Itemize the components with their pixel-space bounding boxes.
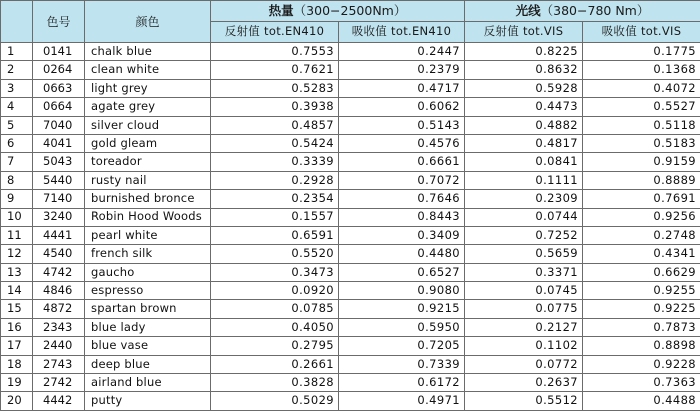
heat-absorbance-cell: 0.7205 (339, 337, 465, 355)
light-reflectance-cell: 0.0744 (465, 208, 583, 226)
table-row (1, 392, 700, 411)
table-row (1, 318, 700, 336)
light-absorbance-cell: 0.4341 (583, 245, 700, 263)
row-index-cell: 8 (1, 171, 33, 189)
table-row (1, 79, 700, 97)
color-code-cell: 4872 (33, 300, 85, 318)
heat-absorbance-cell: 0.5143 (339, 116, 465, 134)
light-reflectance-cell: 0.4817 (465, 134, 583, 152)
color-code-cell: 4742 (33, 263, 85, 281)
light-absorbance-cell: 0.8889 (583, 171, 700, 189)
heat-reflectance-cell: 0.5424 (211, 134, 339, 152)
table-row (1, 282, 700, 300)
table-row (1, 263, 700, 281)
header-row-1 (1, 1, 700, 22)
heat-absorbance-cell: 0.2447 (339, 43, 465, 61)
color-name-cell: rusty nail (85, 171, 211, 189)
heat-reflectance-cell: 0.2928 (211, 171, 339, 189)
color-name-cell: putty (85, 392, 211, 411)
row-index-cell: 11 (1, 226, 33, 244)
heat-group-header (211, 1, 465, 22)
light-reflectance-cell: 0.1111 (465, 171, 583, 189)
table-row (1, 355, 700, 373)
heat-absorbance-cell: 0.6172 (339, 374, 465, 392)
light-reflectance-cell: 0.0745 (465, 282, 583, 300)
table-row (1, 98, 700, 116)
light-reflectance-cell: 0.0772 (465, 355, 583, 373)
heat-absorbance-cell: 0.5950 (339, 318, 465, 336)
color-code-cell: 7040 (33, 116, 85, 134)
light-reflectance-cell: 0.2127 (465, 318, 583, 336)
row-index-cell: 18 (1, 355, 33, 373)
color-code-cell: 2343 (33, 318, 85, 336)
light-reflect-header: 反射值 tot.VIS (465, 22, 583, 43)
color-name-cell: toreador (85, 153, 211, 171)
row-index-cell: 2 (1, 61, 33, 79)
heat-absorbance-cell: 0.6062 (339, 98, 465, 116)
heat-absorbance-cell: 0.6661 (339, 153, 465, 171)
color-name-cell: agate grey (85, 98, 211, 116)
row-index-cell: 3 (1, 79, 33, 97)
heat-reflectance-cell: 0.2661 (211, 355, 339, 373)
row-index-cell: 16 (1, 318, 33, 336)
light-absorbance-cell: 0.7691 (583, 190, 700, 208)
light-group-range: （380−780 Nm） (540, 2, 650, 18)
heat-reflectance-cell: 0.3473 (211, 263, 339, 281)
heat-absorbance-cell: 0.7646 (339, 190, 465, 208)
color-code-cell: 4540 (33, 245, 85, 263)
heat-reflectance-cell: 0.7621 (211, 61, 339, 79)
light-absorbance-cell: 0.1368 (583, 61, 700, 79)
light-absorbance-cell: 0.4072 (583, 79, 700, 97)
light-absorbance-cell: 0.9255 (583, 282, 700, 300)
light-absorbance-cell: 0.5118 (583, 116, 700, 134)
heat-reflectance-cell: 0.2795 (211, 337, 339, 355)
table-row (1, 374, 700, 392)
light-absorbance-cell: 0.7873 (583, 318, 700, 336)
table-row (1, 116, 700, 134)
table-row (1, 61, 700, 79)
table-row (1, 226, 700, 244)
table-row (1, 208, 700, 226)
heat-reflectance-cell: 0.5283 (211, 79, 339, 97)
color-code-cell: 5440 (33, 171, 85, 189)
table-body (1, 43, 700, 411)
table-row (1, 300, 700, 318)
heat-reflectance-cell: 0.4857 (211, 116, 339, 134)
light-absorbance-cell: 0.9159 (583, 153, 700, 171)
heat-reflectance-cell: 0.3828 (211, 374, 339, 392)
color-name-cell: gold gleam (85, 134, 211, 152)
color-name-cell: clean white (85, 61, 211, 79)
color-code-cell: 2440 (33, 337, 85, 355)
code-header: 色号 (33, 1, 85, 43)
color-code-cell: 5043 (33, 153, 85, 171)
row-index-cell: 10 (1, 208, 33, 226)
light-absorb-header: 吸收值 tot.VIS (583, 22, 700, 43)
light-reflectance-cell: 0.4473 (465, 98, 583, 116)
heat-reflectance-cell: 0.1557 (211, 208, 339, 226)
row-index-cell: 20 (1, 392, 33, 411)
table-row (1, 171, 700, 189)
heat-reflectance-cell: 0.7553 (211, 43, 339, 61)
color-code-cell: 4041 (33, 134, 85, 152)
heat-reflectance-cell: 0.2354 (211, 190, 339, 208)
row-index-cell: 6 (1, 134, 33, 152)
light-reflectance-cell: 0.2309 (465, 190, 583, 208)
heat-reflect-header: 反射值 tot.EN410 (211, 22, 339, 43)
heat-reflectance-cell: 0.0920 (211, 282, 339, 300)
heat-absorbance-cell: 0.9080 (339, 282, 465, 300)
heat-reflectance-cell: 0.0785 (211, 300, 339, 318)
table-row (1, 190, 700, 208)
color-name-cell: chalk blue (85, 43, 211, 61)
heat-absorbance-cell: 0.4971 (339, 392, 465, 411)
color-name-cell: spartan brown (85, 300, 211, 318)
table-row (1, 43, 700, 61)
row-index-cell: 14 (1, 282, 33, 300)
table-row (1, 153, 700, 171)
color-code-cell: 2742 (33, 374, 85, 392)
color-name-cell: french silk (85, 245, 211, 263)
heat-reflectance-cell: 0.5520 (211, 245, 339, 263)
heat-reflectance-cell: 0.3938 (211, 98, 339, 116)
heat-absorbance-cell: 0.4480 (339, 245, 465, 263)
heat-absorbance-cell: 0.4717 (339, 79, 465, 97)
light-reflectance-cell: 0.1102 (465, 337, 583, 355)
heat-absorbance-cell: 0.8443 (339, 208, 465, 226)
light-reflectance-cell: 0.2637 (465, 374, 583, 392)
light-absorbance-cell: 0.2748 (583, 226, 700, 244)
heat-absorbance-cell: 0.4576 (339, 134, 465, 152)
light-absorbance-cell: 0.4488 (583, 392, 700, 411)
color-code-cell: 4846 (33, 282, 85, 300)
heat-absorbance-cell: 0.6527 (339, 263, 465, 281)
row-index-cell: 12 (1, 245, 33, 263)
color-name-cell: burnished bronce (85, 190, 211, 208)
color-code-cell: 4442 (33, 392, 85, 411)
color-code-cell: 3240 (33, 208, 85, 226)
light-absorbance-cell: 0.9225 (583, 300, 700, 318)
heat-group-range: （300−2500Nm） (293, 2, 407, 18)
light-absorbance-cell: 0.9228 (583, 355, 700, 373)
color-name-cell: blue vase (85, 337, 211, 355)
light-group-header (465, 1, 700, 22)
light-reflectance-cell: 0.8225 (465, 43, 583, 61)
heat-reflectance-cell: 0.5029 (211, 392, 339, 411)
row-index-cell: 17 (1, 337, 33, 355)
light-reflectance-cell: 0.5512 (465, 392, 583, 411)
light-reflectance-cell: 0.0775 (465, 300, 583, 318)
heat-absorbance-cell: 0.7072 (339, 171, 465, 189)
light-reflectance-cell: 0.0841 (465, 153, 583, 171)
heat-absorbance-cell: 0.2379 (339, 61, 465, 79)
color-name-cell: pearl white (85, 226, 211, 244)
heat-absorbance-cell: 0.9215 (339, 300, 465, 318)
table-row (1, 337, 700, 355)
color-name-cell: gaucho (85, 263, 211, 281)
light-reflectance-cell: 0.5928 (465, 79, 583, 97)
heat-reflectance-cell: 0.6591 (211, 226, 339, 244)
heat-reflectance-cell: 0.4050 (211, 318, 339, 336)
heat-absorbance-cell: 0.7339 (339, 355, 465, 373)
light-reflectance-cell: 0.8632 (465, 61, 583, 79)
row-index-cell: 9 (1, 190, 33, 208)
color-name-cell: espresso (85, 282, 211, 300)
color-code-cell: 0264 (33, 61, 85, 79)
light-absorbance-cell: 0.5527 (583, 98, 700, 116)
light-absorbance-cell: 0.8898 (583, 337, 700, 355)
heat-absorb-header: 吸收值 tot.EN410 (339, 22, 465, 43)
light-absorbance-cell: 0.1775 (583, 43, 700, 61)
light-absorbance-cell: 0.5183 (583, 134, 700, 152)
row-index-cell: 1 (1, 43, 33, 61)
light-reflectance-cell: 0.4882 (465, 116, 583, 134)
color-name-cell: silver cloud (85, 116, 211, 134)
color-code-cell: 0664 (33, 98, 85, 116)
color-name-cell: airland blue (85, 374, 211, 392)
color-name-cell: deep blue (85, 355, 211, 373)
table-row (1, 134, 700, 152)
light-reflectance-cell: 0.5659 (465, 245, 583, 263)
table-header (1, 1, 700, 43)
color-code-cell: 0663 (33, 79, 85, 97)
heat-absorbance-cell: 0.3409 (339, 226, 465, 244)
table-row (1, 245, 700, 263)
color-code-cell: 0141 (33, 43, 85, 61)
color-header: 颜色 (85, 1, 211, 43)
light-absorbance-cell: 0.7363 (583, 374, 700, 392)
color-name-cell: blue lady (85, 318, 211, 336)
row-index-cell: 5 (1, 116, 33, 134)
heat-reflectance-cell: 0.3339 (211, 153, 339, 171)
row-index-cell: 7 (1, 153, 33, 171)
color-code-cell: 2743 (33, 355, 85, 373)
light-absorbance-cell: 0.6629 (583, 263, 700, 281)
row-index-cell: 15 (1, 300, 33, 318)
light-group-title: 光线 (515, 2, 541, 18)
color-code-cell: 7140 (33, 190, 85, 208)
light-absorbance-cell: 0.9256 (583, 208, 700, 226)
heat-group-title: 热量 (268, 2, 294, 18)
color-code-cell: 4441 (33, 226, 85, 244)
color-name-cell: light grey (85, 79, 211, 97)
row-index-cell: 13 (1, 263, 33, 281)
index-header (1, 1, 33, 43)
light-reflectance-cell: 0.3371 (465, 263, 583, 281)
row-index-cell: 4 (1, 98, 33, 116)
color-name-cell: Robin Hood Woods (85, 208, 211, 226)
row-index-cell: 19 (1, 374, 33, 392)
light-reflectance-cell: 0.7252 (465, 226, 583, 244)
